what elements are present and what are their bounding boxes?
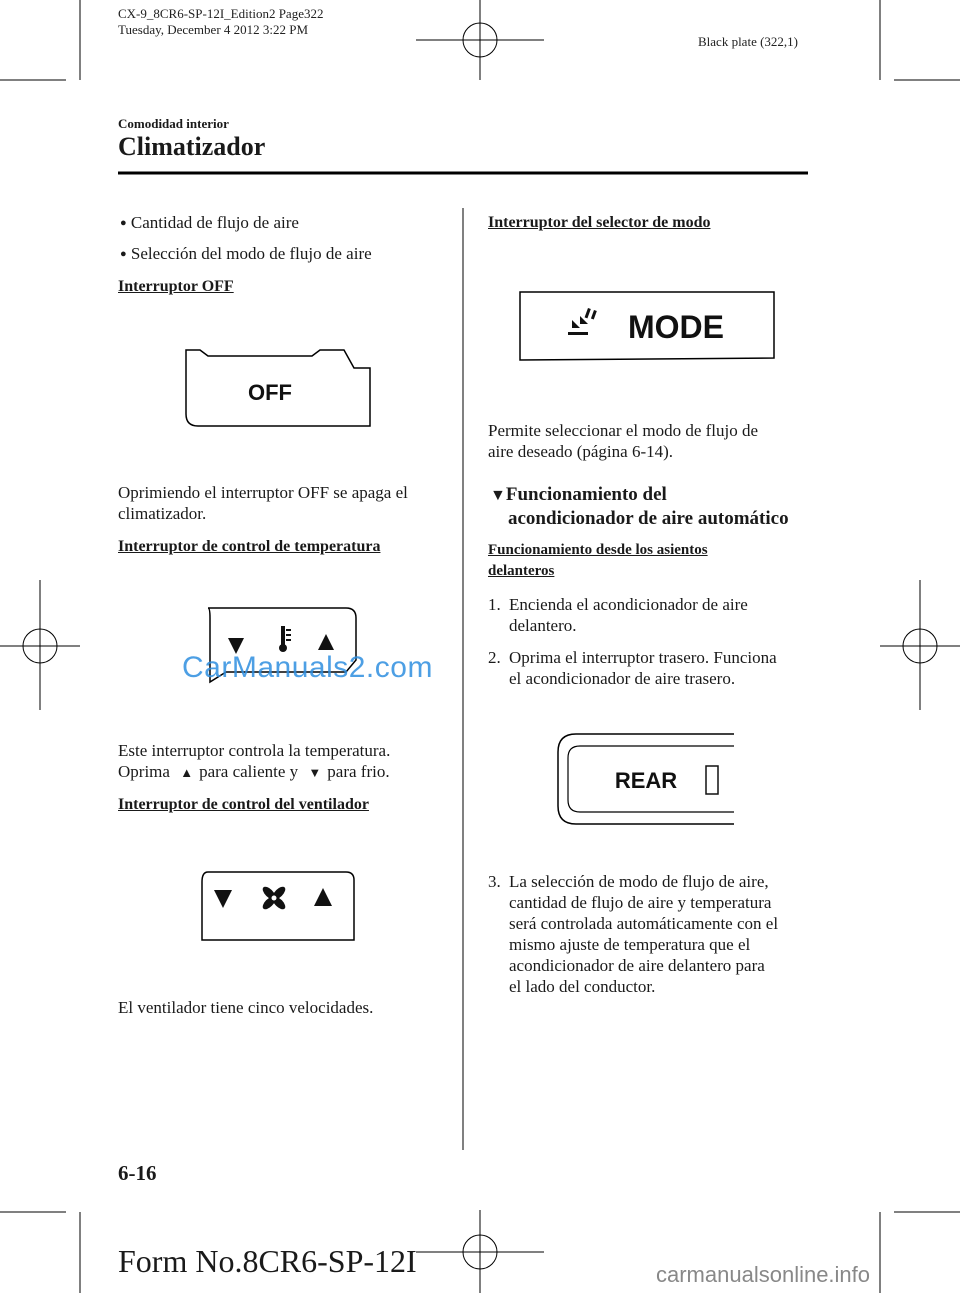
page-number: 6-16 (118, 1161, 157, 1185)
mode-desc-line-1: Permite seleccionar el modo de flujo de (488, 421, 759, 440)
bullet-text: Cantidad de flujo de aire (130, 213, 299, 232)
print-job-line-2: Tuesday, December 4 2012 3:22 PM (118, 22, 309, 37)
step-3-line: será controlada automáticamente con el (509, 914, 779, 933)
section-marker-icon: ▼ (490, 487, 506, 504)
mode-switch-illustration (516, 288, 778, 364)
plate-label: Black plate (322,1) (698, 34, 798, 49)
off-switch-illustration (184, 344, 374, 432)
step-number: 2. (488, 648, 501, 667)
temp-desc-part-b: para caliente y (199, 762, 299, 781)
site-watermark: carmanualsonline.info (656, 1262, 871, 1287)
off-label: OFF (248, 380, 292, 405)
bullet-item: ● Cantidad de flujo de aire (120, 213, 299, 232)
mode-label: MODE (628, 309, 724, 345)
temp-desc-line-1: Este interruptor controla la temperatura. (118, 741, 391, 760)
section-label: Comodidad interior (118, 116, 229, 131)
off-desc-line-2: climatizador. (118, 504, 207, 523)
temp-desc-part-a: Oprima (118, 762, 170, 781)
rear-switch-illustration (554, 730, 738, 828)
mode-desc-line-2: aire deseado (página 6-14). (488, 442, 674, 461)
watermark-text: CarManuals2.com (182, 651, 433, 684)
print-job-line-1: CX-9_8CR6-SP-12I_Edition2 Page322 (118, 6, 324, 21)
auto-heading-line-2: acondicionador de aire automático (508, 508, 789, 529)
off-switch-heading: Interruptor OFF (118, 278, 234, 295)
off-desc-line-1: Oprimiendo el interruptor OFF se apaga el (118, 483, 408, 502)
step-number: 3. (488, 872, 501, 891)
triangle-down-icon: ▼ (308, 765, 322, 780)
front-seats-subheading-1: Funcionamiento desde los asientos (488, 542, 708, 558)
fan-switch-illustration (194, 866, 364, 946)
temp-switch-heading: Interruptor de control de temperatura (118, 538, 381, 555)
bullet-text: Selección del modo de flujo de aire (130, 244, 372, 263)
rear-label: REAR (614, 768, 678, 793)
bullet-item: ● Selección del modo de flujo de aire (120, 244, 372, 263)
indicator-lamp-icon (706, 766, 718, 794)
step-3-line: La selección de modo de flujo de aire, (509, 872, 769, 891)
step-3-line: acondicionador de aire delantero para (509, 956, 765, 975)
temp-desc-part-c: para frio. (327, 762, 390, 781)
step-3-line: mismo ajuste de temperatura que el (509, 935, 751, 954)
page-title: Climatizador (118, 132, 266, 161)
step-2-line-1: Oprima el interruptor trasero. Funciona (509, 648, 777, 667)
front-seats-subheading-2: delanteros (488, 563, 555, 579)
fan-switch-heading: Interruptor de control del ventilador (118, 796, 369, 813)
step-1-line-2: delantero. (509, 616, 577, 635)
temp-desc-line-2 (118, 761, 390, 783)
auto-heading-line-1: ▼Funcionamiento del (490, 484, 667, 505)
step-3-line: cantidad de flujo de aire y temperatura (509, 893, 772, 912)
step-3-line: el lado del conductor. (509, 977, 656, 996)
step-2-line-2: el acondicionador de aire trasero. (509, 669, 736, 688)
triangle-up-icon: ▲ (180, 765, 194, 780)
step-number: 1. (488, 595, 501, 614)
mode-switch-heading: Interruptor del selector de modo (488, 214, 711, 231)
fan-desc: El ventilador tiene cinco velocidades. (118, 998, 374, 1017)
form-number: Form No.8CR6-SP-12I (118, 1243, 417, 1279)
step-1-line-1: Encienda el acondicionador de aire (509, 595, 748, 614)
